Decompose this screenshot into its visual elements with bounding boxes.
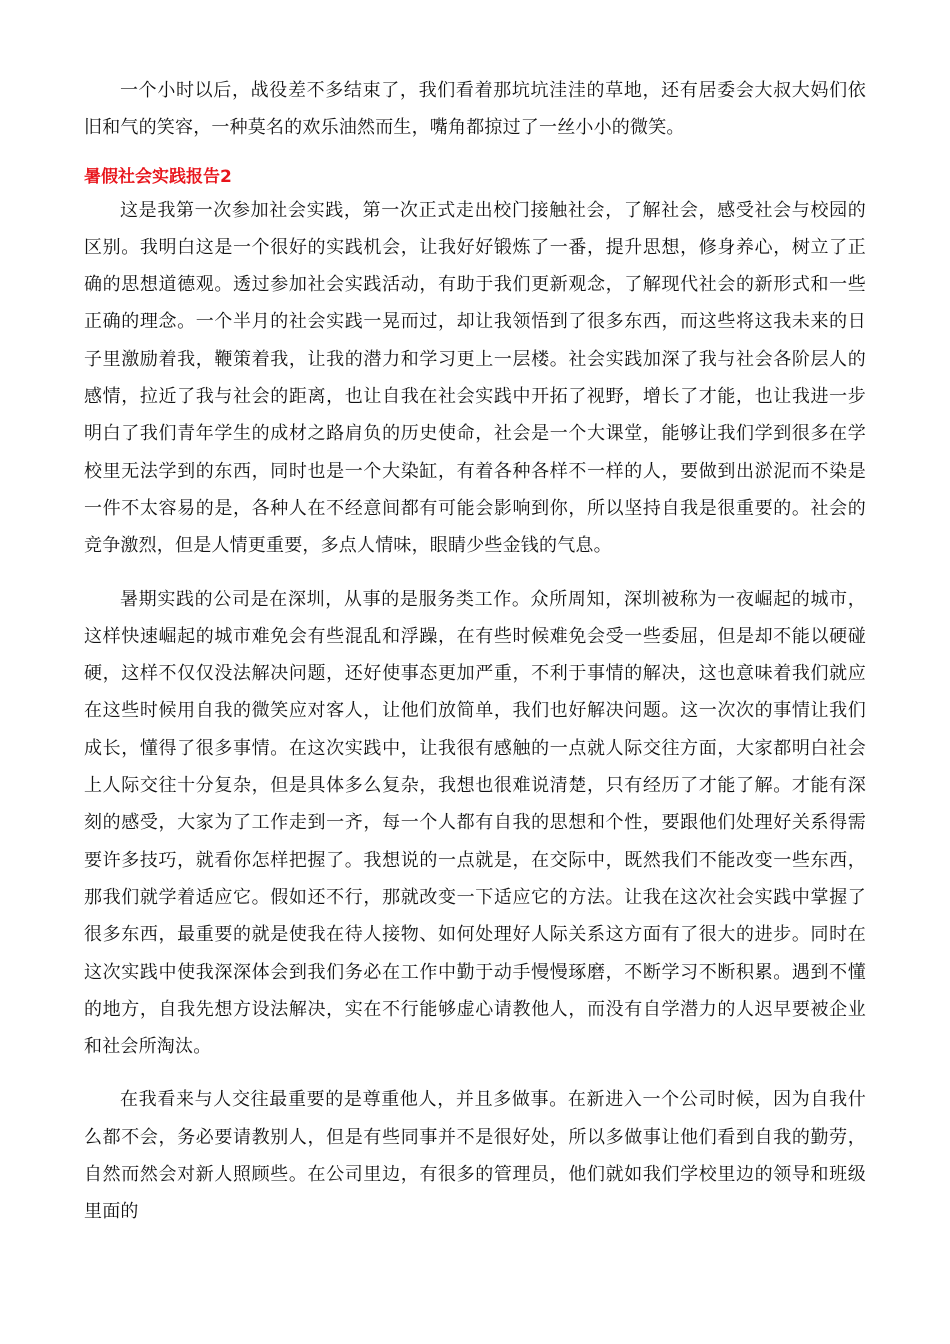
document-page	[84, 72, 866, 1231]
section-heading: 暑假社会实践报告2	[84, 166, 232, 187]
body-paragraph-1: 这是我第一次参加社会实践，第一次正式走出校门接触社会，了解社会，感受社会与校园的区别。我明白这是一个很好的实践机会，让我好好锻炼了一番，提升思想，修身养心，树立了正确的思想道德观。透过参加社会实践活动，有助于我们更新观念，了解现代社会的新形式和一些正确的理念。一个半月的社会实践一晃而过，却让我领悟到了很多东西，而这些将这我未来的日子里激励着我，鞭策着我，让我的潜力和学习更上一层楼。社会实践加深了我与社会各阶层人的感情，拉近了我与社会的距离，也让自我在社会实践中开拓了视野，增长了才能，也让我进一步明白了我们青年学生的成材之路肩负的历史使命，社会是一个大课堂，能够让我们学到很多在学校里无法学到的东西，同时也是一个大染缸，有着各种各样不一样的人，要做到出淤泥而不染是一件不太容易的是，各种人在不经意间都有可能会影响到你，所以坚持自我是很重要的。社会的竞争激烈，但是人情更重要，多点人情味，眼睛少些金钱的气息。	[84, 199, 866, 557]
intro-paragraph: 一个小时以后，战役差不多结束了，我们看着那坑坑洼洼的草地，还有居委会大叔大妈们依旧和气的笑容，一种莫名的欢乐油然而生，嘴角都掠过了一丝小小的微笑。	[84, 80, 866, 139]
body-paragraph-2: 暑期实践的公司是在深圳，从事的是服务类工作。众所周知，深圳被称为一夜崛起的城市，这样快速崛起的城市难免会有些混乱和浮躁，在有些时候难免会受一些委屈，但是却不能以硬碰硬，这样不仅仅没法解决问题，还好使事态更加严重，不利于事情的解决，这也意味着我们就应在这些时候用自我的微笑应对客人，让他们放简单，我们也好解决问题。这一次次的事情让我们成长，懂得了很多事情。在这次实践中，让我很有感触的一点就人际交往方面，大家都明白社会上人际交往十分复杂，但是具体多么复杂，我想也很难说清楚，只有经历了才能了解。才能有深刻的感受，大家为了工作走到一齐，每一个人都有自我的思想和个性，要跟他们处理好关系得需要许多技巧，就看你怎样把握了。我想说的一点就是，在交际中，既然我们不能改变一些东西，那我们就学着适应它。假如还不行，那就改变一下适应它的方法。让我在这次社会实践中掌握了很多东西，最重要的就是使我在待人接物、如何处理好人际关系这方面有了很大的进步。同时在这次实践中使我深深体会到我们务必在工作中勤于动手慢慢琢磨，不断学习不断积累。遇到不懂的地方，自我先想方设法解决，实在不行能够虚心请教他人，而没有自学潜力的人迟早要被企业和社会所淘汰。	[84, 588, 866, 1058]
body-paragraph-3: 在我看来与人交往最重要的是尊重他人，并且多做事。在新进入一个公司时候，因为自我什么都不会，务必要请教别人，但是有些同事并不是很好处，所以多做事让他们看到自我的勤劳，自然而然会对新人照顾些。在公司里边，有很多的管理员，他们就如我们学校里边的领导和班级里面的	[84, 1089, 866, 1223]
